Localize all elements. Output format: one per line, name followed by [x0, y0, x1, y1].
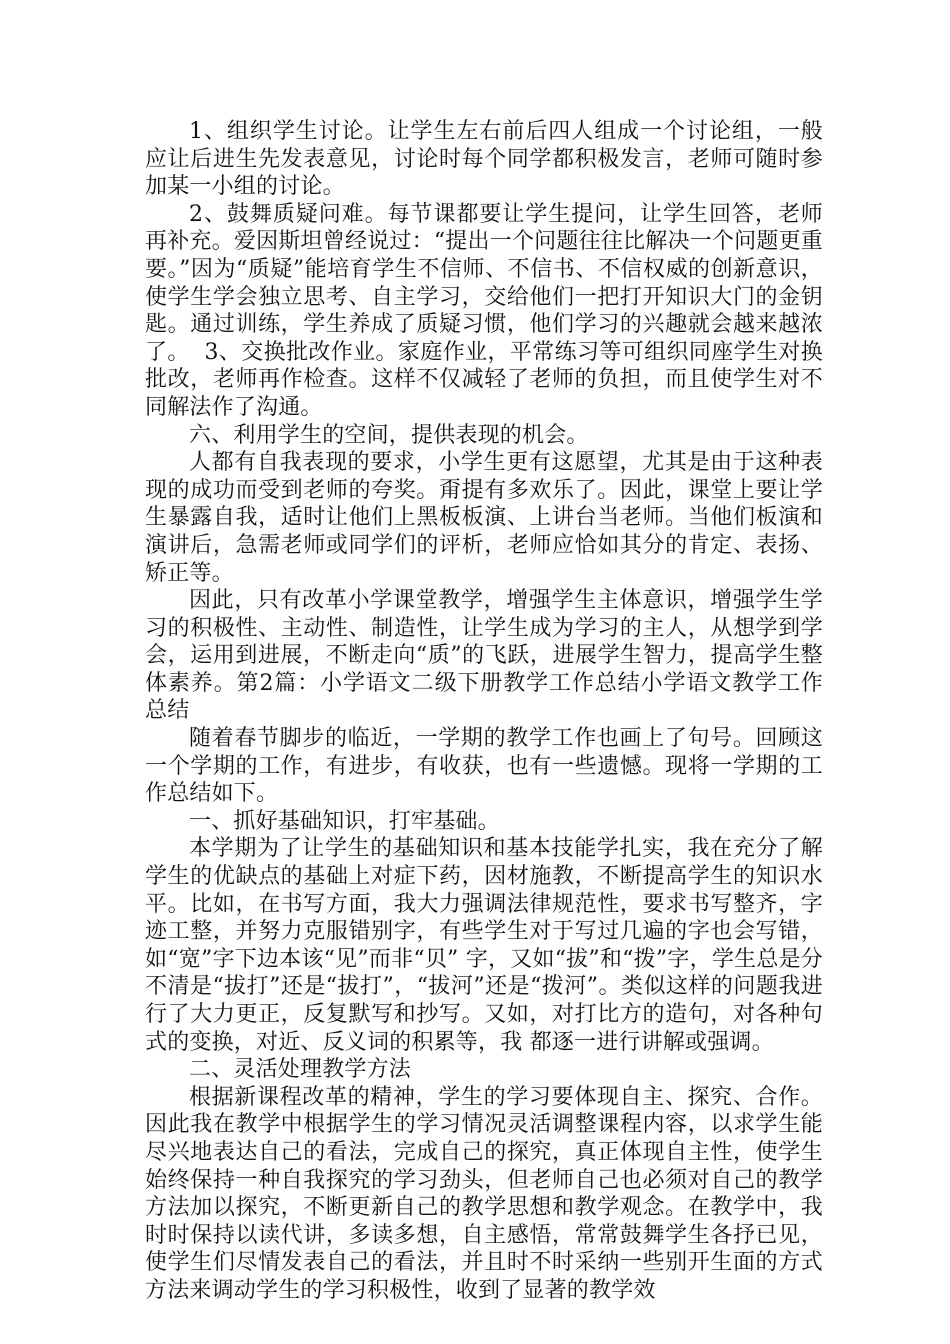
paragraph-self-expression: 人都有自我表现的要求，小学生更有这愿望，尤其是由于这种表现的成功而受到老师的夸奖。甭提有多欢乐了。因此，课堂上要让学生暴露自我，适时让他们上黑板板演、上讲台当老师。当他们板演和演讲后，急需老师或同学们的评析，老师应恰如其分的肯定、表扬、矫正等。: [145, 450, 823, 586]
paragraph-questioning: 2、鼓舞质疑问难。每节课都要让学生提问，让学生回答，老师再补充。爱因斯坦曾经说过：“提出一个问题往往比解决一个问题更重要。”因为“质疑”能培育学生不信师、不信书、不信权威的创新意识，使学生学会独立思考、自主学习，交给他们一把打开知识大门的金钥匙。通过训练，学生养成了质疑习惯，他们学习的兴趣就会越来越浓了。 3、交换批改作业。家庭作业，平常练习等可组织同座学生对换批改，老师再作检查。这样不仅减轻了老师的负担，而且使学生对不同解法作了沟通。: [145, 201, 823, 420]
section-heading-two: 二、灵活处理教学方法: [189, 1057, 412, 1083]
paragraph-basic-knowledge: 本学期为了让学生的基础知识和基本技能学扎实，我在充分了解学生的优缺点的基础上对症下药，因材施教，不断提高学生的知识水平。比如，在书写方面，我大力强调法律规范性，要求书写整齐，字迹工整，并努力克服错别字，有些学生对于写过几遍的字也会写错，如“宽”字下边本该“见”而非“贝” 字，又如“拔”和“拨”字，学生总是分不清是“拔打”还是“拔打”，“拔河”还是“拨河”。类似这样的问题我进行了大力更正，反复默写和抄写。又如，对打比方的造句，对各种句式的变换，对近、反义词的积累等，我 都逐一进行讲解或强调。: [145, 836, 823, 1055]
document-page: [145, 118, 823, 1305]
section-heading-six: 六、利用学生的空间，提供表现的机会。: [189, 422, 589, 448]
paragraph-conclusion: 因此，只有改革小学课堂教学，增强学生主体意识，增强学生学习的积极性、主动性、制造性，让学生成为学习的主人，从想学到学会，运用到进展，不断走向“质”的飞跃，进展学生智力，提高学生整体素养。第2篇：小学语文二级下册教学工作总结小学语文教学工作总结: [145, 588, 823, 724]
paragraph-semester-intro: 随着春节脚步的临近，一学期的教学工作也画上了句号。回顾这一个学期的工作，有进步，有收获，也有一些遗憾。现将一学期的工作总结如下。: [145, 726, 823, 807]
paragraph-discussion: 1、组织学生讨论。让学生左右前后四人组成一个讨论组，一般应让后进生先发表意见，讨论时每个同学都积极发言，老师可随时参加某一小组的讨论。: [145, 119, 823, 200]
paragraph-teaching-method: 根据新课程改革的精神，学生的学习要体现自主、探究、合作。因此我在教学中根据学生的学习情况灵活调整课程内容，以求学生能尽兴地表达自己的看法，完成自己的探究，真正体现自主性，使学生始终保持一种自我探究的学习劲头，但老师自己也必须对自己的教学方法加以探究，不断更新自己的教学思想和教学观念。在教学中，我时时保持以读代讲，多读多想，自主感悟，常常鼓舞学生各抒已见，使学生们尽情发表自己的看法，并且时不时采纳一些别开生面的方式方法来调动学生的学习积极性，收到了显著的教学效: [145, 1084, 823, 1303]
section-heading-one: 一、抓好基础知识，打牢基础。: [189, 808, 500, 834]
